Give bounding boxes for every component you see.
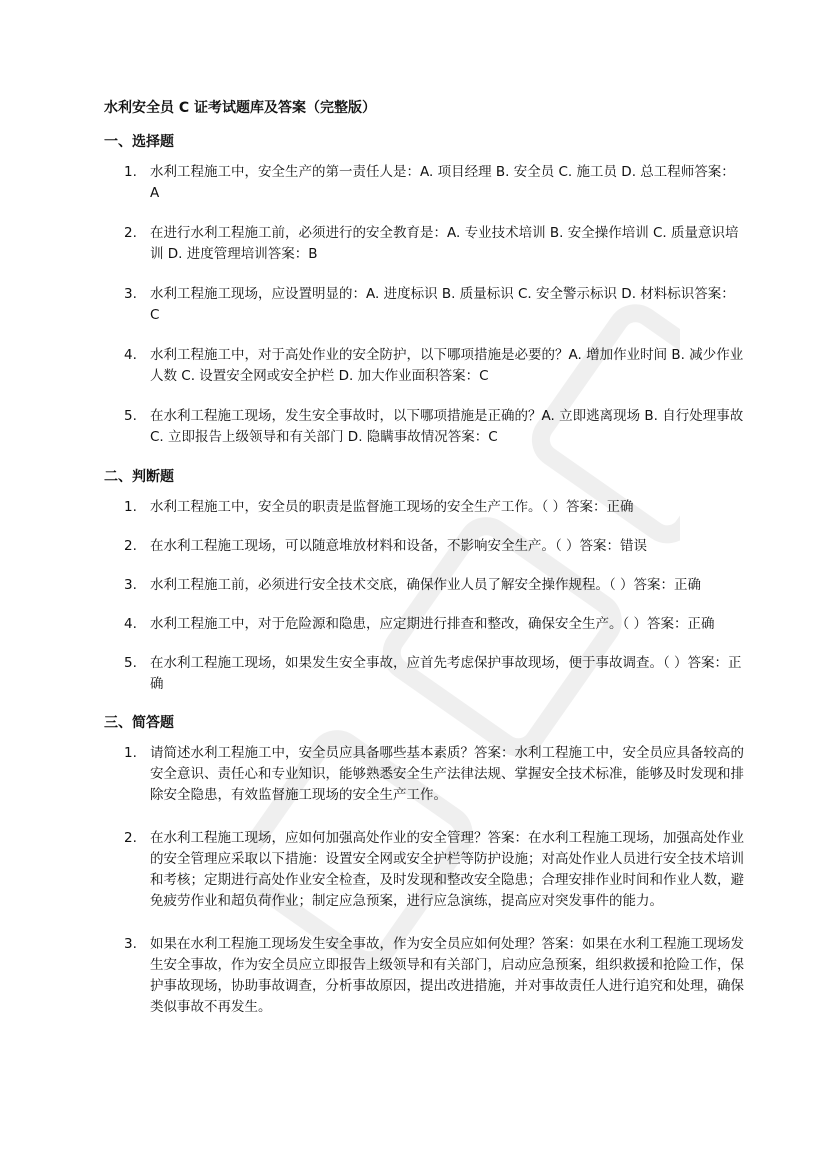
item-number: 2. — [124, 225, 137, 241]
list-item — [104, 223, 744, 265]
item-number: 3. — [124, 936, 137, 952]
section-title: 一、选择题 — [104, 134, 174, 150]
item-text: 请简述水利工程施工中，安全员应具备哪些基本素质？答案：水利工程施工中，安全员应具备较高的安全意识、责任心和专业知识，能够熟悉安全生产法律法规、掌握安全技术标准，能够及时发现和排除安全隐患，有效监督施工现场的安全生产工作。 — [150, 745, 744, 803]
item-number: 3. — [124, 286, 137, 302]
item-number: 2. — [124, 538, 137, 554]
section-multiple-choice — [104, 132, 744, 448]
list-item — [104, 934, 744, 1018]
item-text: 在水利工程施工现场，发生安全事故时，以下哪项措施是正确的？A. 立即逃离现场 B. 自行处理事故 C. 立即报告上级领导和有关部门 D. 隐瞒事故情况答案：C — [150, 408, 744, 445]
item-text: 在水利工程施工现场，如果发生安全事故，应首先考虑保护事故现场，便于事故调查。（ ）答案：正确 — [150, 655, 742, 692]
list-item — [104, 406, 744, 448]
question-list — [104, 743, 744, 1018]
document-title: 水利安全员 C 证考试题库及答案（完整版） — [104, 100, 377, 116]
item-number: 5. — [124, 655, 137, 671]
item-number: 4. — [124, 347, 137, 363]
item-text: 在水利工程施工现场，应如何加强高处作业的安全管理？答案：在水利工程施工现场，加强高处作业的安全管理应采取以下措施：设置安全网或安全护栏等防护设施；对高处作业人员进行安全技术培训和考核；定期进行高处作业安全检查，及时发现和整改安全隐患；合理安排作业时间和作业人数，避免疲劳作业和超负荷作业；制定应急预案，进行应急演练，提高应对突发事件的能力。 — [150, 830, 744, 909]
item-text: 水利工程施工中，对于危险源和隐患，应定期进行排查和整改，确保安全生产。（ ）答案：正确 — [150, 616, 715, 632]
item-number: 1. — [124, 745, 137, 761]
question-list — [104, 497, 744, 695]
item-text: 在水利工程施工现场，可以随意堆放材料和设备，不影响安全生产。（ ）答案：错误 — [150, 538, 648, 554]
item-text: 水利工程施工前，必须进行安全技术交底，确保作业人员了解安全操作规程。（ ）答案：正确 — [150, 577, 702, 593]
list-item — [104, 575, 744, 596]
document-content — [104, 98, 744, 1040]
list-item — [104, 497, 744, 518]
list-item — [104, 162, 744, 204]
question-list — [104, 162, 744, 448]
list-item — [104, 614, 744, 635]
item-text: 水利工程施工现场，应设置明显的：A. 进度标识 B. 质量标识 C. 安全警示标识 D. 材料标识答案：C — [150, 286, 735, 323]
item-number: 3. — [124, 577, 137, 593]
list-item — [104, 345, 744, 387]
section-title: 三、简答题 — [104, 715, 174, 731]
item-text: 水利工程施工中，对于高处作业的安全防护，以下哪项措施是必要的？A. 增加作业时间 B. 减少作业人数 C. 设置安全网或安全护栏 D. 加大作业面积答案：C — [150, 347, 744, 384]
list-item — [104, 828, 744, 912]
item-text: 水利工程施工中，安全生产的第一责任人是：A. 项目经理 B. 安全员 C. 施工员 D. 总工程师答案：A — [150, 164, 735, 201]
item-text: 水利工程施工中，安全员的职责是监督施工现场的安全生产工作。（ ）答案：正确 — [150, 499, 634, 515]
item-number: 4. — [124, 616, 137, 632]
section-true-false — [104, 467, 744, 695]
list-item — [104, 743, 744, 806]
item-number: 1. — [124, 499, 137, 515]
item-text: 如果在水利工程施工现场发生安全事故，作为安全员应如何处理？答案：如果在水利工程施工现场发生安全事故，作为安全员应立即报告上级领导和有关部门，启动应急预案，组织救援和抢险工作，保护事故现场，协助事故调查，分析事故原因，提出改进措施，并对事故责任人进行追究和处理，确保类似事故不再发生。 — [150, 936, 744, 1015]
section-title: 二、判断题 — [104, 469, 174, 485]
section-short-answer — [104, 713, 744, 1018]
item-text: 在进行水利工程施工前，必须进行的安全教育是：A. 专业技术培训 B. 安全操作培训 C. 质量意识培训 D. 进度管理培训答案：B — [150, 225, 739, 262]
item-number: 5. — [124, 408, 137, 424]
list-item — [104, 536, 744, 557]
item-number: 2. — [124, 830, 137, 846]
list-item — [104, 284, 744, 326]
list-item — [104, 653, 744, 695]
item-number: 1. — [124, 164, 137, 180]
